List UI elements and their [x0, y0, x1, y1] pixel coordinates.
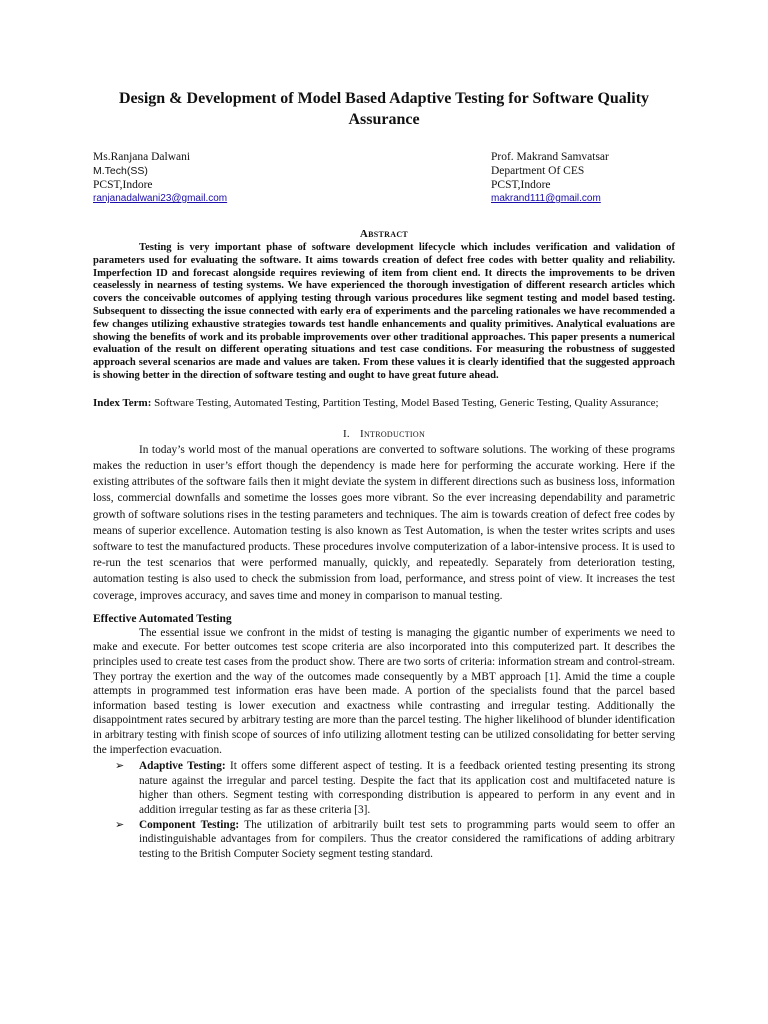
- author-1: [93, 150, 227, 206]
- bullet-text: The utilization of arbitrarily built test sets to programming parts would seem to offer an indistinguishable advantages from for compilers. Thus the creator considered the ramifications of adding arbitrary testing to the British Computer Society segment testing standard.: [139, 818, 675, 860]
- author-2-name: Prof. Makrand Samvatsar: [491, 151, 609, 163]
- arrow-bullet-icon: ➢: [115, 818, 125, 831]
- index-terms-label: Index Term:: [93, 396, 152, 409]
- subsection-heading: Effective Automated Testing: [93, 612, 232, 625]
- bullet-list: [93, 759, 675, 861]
- section-title: Introduction: [359, 427, 426, 440]
- abstract-heading: Abstract: [359, 228, 409, 240]
- arrow-bullet-icon: ➢: [115, 760, 125, 773]
- index-terms-list: Software Testing, Automated Testing, Partition Testing, Model Based Testing, Generic Testing, Quality Assurance;: [154, 396, 659, 409]
- bullet-label: Component Testing:: [139, 818, 240, 831]
- author-2-affiliation: PCST,Indore: [491, 179, 551, 191]
- author-2-department: Department Of CES: [491, 165, 585, 177]
- paper-title: Design & Development of Model Based Adaptive Testing for Software Quality Assurance: [118, 90, 650, 128]
- subsection-paragraph: The essential issue we confront in the midst of testing is managing the gigantic number of experiments we need to make and execute. For better outcomes test scope criteria are also incorporated into this computerized part. It describes the principles used to create test cases from the product show. There are two sorts of criteria: information stream and control-stream. They portray the exertion and the way of the outcomes made consequently by a MBT approach [1]. Amid the time a couple attempts in programmed test information eras have been made. A portion of the specialists found that the parcel based information based testing is lower execution and exactness while contrasting and irregular testing. Additionally the disappointment rates secured by arbitrary testing are more than the parcel testing. The higher likelihood of blunder identification in arbitrary testing with finish scope of sources of info utilizing allotment testing can be utilized consolidating for better serving the imperfection evacuation.: [93, 626, 675, 756]
- bullet-item-adaptive-testing: [93, 759, 675, 817]
- author-2-email-link[interactable]: makrand111@gmail.com: [491, 193, 601, 204]
- introduction-paragraph: In today’s world most of the manual operations are converted to software solutions. The working of these programs makes the reduction in user’s effort though the dependency is made here for performing the accurate working. Here if the existing attributes of the software fails then it might deviate the system in different directions such as business loss, information loss, commercial downfalls and sometime the losses goes more vibrant. So the ever increasing dependability and parametric growth of software solutions rises in the testing parameters and techniques. The aim is towards creation of defect free codes by means of superior excellence. Automation testing is also known as Test Automation, is when the tester writes scripts and uses software to test the manufactured products. These procedures involve computerization of a labor-intensive process. It is used to re-run the test scenarios that were performed manually, quickly, and repeatedly. Separately from deterioration testing, automation testing is also used to check the submission from load, performance, and stress point of view. It increases the test coverage, improves accuracy, and saves time and money in comparison to manual testing.: [93, 443, 675, 602]
- bullet-item-component-testing: [93, 818, 675, 862]
- bullet-label: Adaptive Testing:: [139, 760, 226, 773]
- section-number: I.: [342, 427, 350, 440]
- paper-page: [93, 88, 675, 861]
- index-terms: [93, 397, 675, 410]
- abstract-text: Testing is very important phase of software development lifecycle which includes verification and validation of parameters used for evaluating the software. It aims towards creation of defect free codes with better quality and reliability. Imperfection ID and forecast alongside requires reviewing of item from client end. It directs the improvements to be driven ceaselessly in nearness of testing systems. We have experienced the thorough investigation of different research articles which covers the conceivable outcomes of applying testing through various procedures like segment testing and model based testing. Subsequent to dissecting the issue connected with early era of experiments and the parceling rationales we have recommended a few changes utilizing exhaustive strategies towards test handle enhancements and quality primitives. Analytical evaluations are showing the benefits of work and its probable improvements over other traditional approaches. This paper presents a numerical evaluation of the result on different operating situations and test case conditions. For measuring the robustness of suggested approach several scenarios are made and values are taken. From these values it is clearly identified that the suggested approach is showing better in the direction of software testing and ought to have great future ahead.: [93, 242, 675, 381]
- author-block: [93, 150, 675, 206]
- author-2: [491, 150, 609, 206]
- author-1-degree: M.Tech(SS): [93, 165, 148, 177]
- author-1-email-link[interactable]: ranjanadalwani23@gmail.com: [93, 193, 228, 204]
- bullet-text: It offers some different aspect of testing. It is a feedback oriented testing presenting its strong nature against the irregular and parcel testing. Despite the fact that its application cost and multifaceted nature is higher than others. Segment testing with corresponding distribution is appeared to perform in any event and in addition irregular testing as far as these criteria [3].: [139, 760, 676, 816]
- author-1-name: Ms.Ranjana Dalwani: [93, 151, 191, 163]
- author-1-affiliation: PCST,Indore: [93, 179, 153, 191]
- section-heading-introduction: [93, 428, 675, 440]
